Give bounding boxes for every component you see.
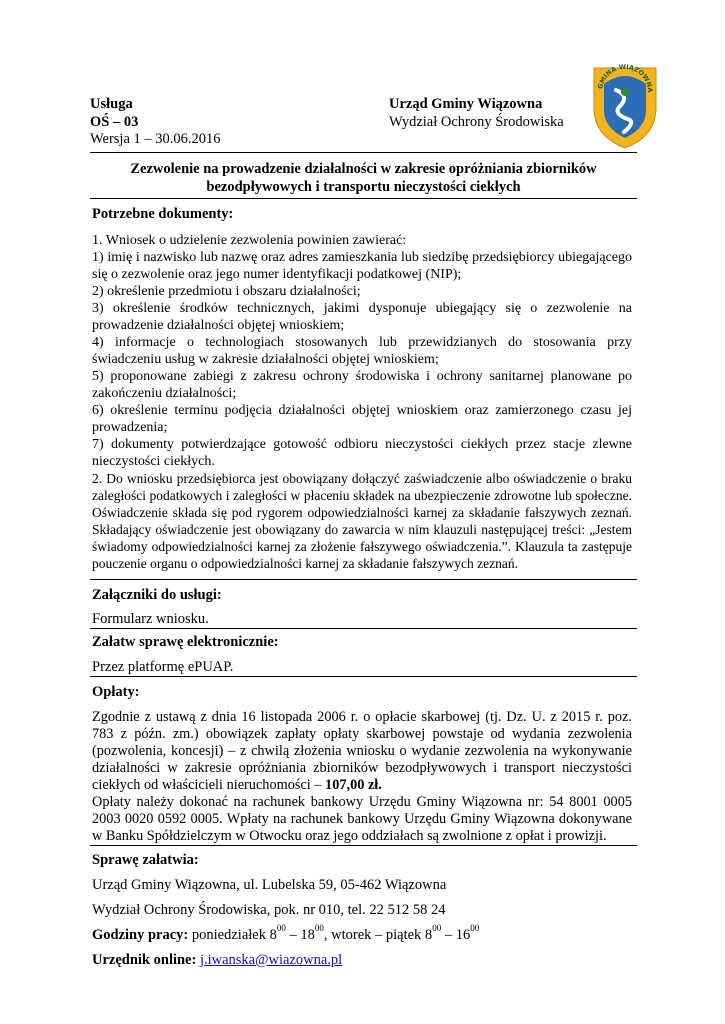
- attachments-divider: [90, 628, 637, 629]
- coat-of-arms-logo: [590, 62, 660, 150]
- version-text: Wersja 1 – 30.06.2016: [90, 131, 221, 147]
- fee-amount: 107,00 zł.: [325, 777, 382, 793]
- electronic-heading: Załatw sprawę elektronicznie:: [92, 634, 279, 650]
- fees-payment-text: Opłaty należy dokonać na rachunek bankowy Urzędu Gminy Wiązowna nr: 54 8001 0005 2003 0020 0592 0005. Wpłaty na rachunek bankowy Urzędu Gminy Wiązowna dokonywane w Banku Spółdzielczym w Otwocku oraz jego oddziałach są zwolnione z opłat i prowizji.: [92, 794, 632, 844]
- docs-item-7: 7) dokumenty potwierdzające gotowość odbioru nieczystości ciekłych przez stacje zlewne nieczystości ciekłych.: [92, 437, 632, 469]
- attachments-text: Formularz wniosku.: [92, 611, 209, 627]
- electronic-text: Przez platformę ePUAP.: [92, 659, 234, 675]
- online-label: Urzędnik online:: [92, 952, 197, 968]
- docs-intro: 1. Wniosek o udzielenie zezwolenia powinien zawierać:: [92, 233, 407, 248]
- fees-text: [92, 709, 632, 845]
- handler-room: Wydział Ochrony Środowiska, pok. nr 010, tel. 22 512 58 24: [92, 902, 446, 918]
- title-divider: [90, 198, 637, 199]
- docs-item-5: 5) proponowane zabiegi z zakresu ochrony środowiska i ochrony sanitarnej planowane po zakończeniu działalności;: [92, 369, 632, 401]
- online-contact: [92, 952, 342, 969]
- docs-item-4: 4) informacje o technologiach stosowanych lub przewidzianych do stosowania przy świadczeniu usług w zakresie działalności objętej wnioskiem;: [92, 335, 632, 367]
- docs-divider: [90, 579, 637, 580]
- docs-item-2: 2) określenie przedmiotu i obszaru działalności;: [92, 284, 361, 299]
- header-divider: [90, 152, 637, 153]
- electronic-divider: [90, 676, 637, 677]
- office-name: Urząd Gminy Wiązowna: [389, 96, 543, 112]
- fees-divider: [90, 845, 637, 846]
- service-label: Usługa: [90, 96, 133, 112]
- docs-point-2: 2. Do wniosku przedsiębiorca jest obowiązany dołączyć zaświadczenie albo oświadczenie o braku zaległości podatkowych i zaległości w płaceniu składek na ubezpieczenie zdrowotne lub społeczne. Oświadczenie składa się pod rygorem odpowiedzialności karnej za składanie fałszywych zeznań. Składający oświadczenie jest obowiązany do zawarcia w nim klauzuli następującej treści: „Jestem świadomy odpowiedzialności karnej za złożenie fałszywego oświadczenia.”. Klauzula ta zastępuje pouczenie organu o odpowiedzialności karnej za składanie fałszywych zeznań.: [92, 471, 632, 571]
- department-name: Wydział Ochrony Środowiska: [389, 114, 564, 130]
- service-code: OŚ – 03: [90, 114, 139, 130]
- required-docs-list: [92, 232, 632, 572]
- hours-label: Godziny pracy:: [92, 927, 189, 943]
- handler-address: Urząd Gminy Wiązowna, ul. Lubelska 59, 05-462 Wiązowna: [92, 877, 447, 893]
- handler-heading: Sprawę załatwia:: [92, 852, 199, 868]
- email-link[interactable]: j.iwanska@wiazowna.pl: [199, 952, 343, 968]
- docs-item-6: 6) określenie terminu podjęcia działalności objętej wnioskiem oraz zamierzonego czasu jej prowadzenia;: [92, 403, 632, 435]
- office-hours: Godziny pracy: poniedziałek $8^{00} - 18^{00}$, wtorek – piątek $8^{00} - 16^{00}$: [92, 923, 480, 943]
- fees-heading: Opłaty:: [92, 684, 140, 700]
- page-title: Zezwolenie na prowadzenie działalności w zakresie opróżniania zbiorników bezodpływowych i transportu nieczystości ciekłych: [130, 161, 597, 195]
- required-docs-heading: Potrzebne dokumenty:: [92, 206, 234, 222]
- fees-legal-text: Zgodnie z ustawą z dnia 16 listopada 2006 r. o opłacie skarbowej (tj. Dz. U. z 2015 r. poz. 783 z późn. zm.) obowiązek zapłaty opłaty skarbowej powstaje od wydania zezwolenia (pozwolenia, koncesji) – z chwilą złożenia wniosku o wydanie zezwolenia na wykonywanie działalności w zakresie opróżniania zbiorników bezodpływowych i transport nieczystości ciekłych od właścicieli nieruchomości –: [92, 709, 632, 793]
- attachments-heading: Załączniki do usługi:: [92, 587, 222, 603]
- docs-item-3: 3) określenie środków technicznych, jakimi dysponuje ubiegający się o zezwolenie na prowadzenie działalności objętej wnioskiem;: [92, 301, 632, 333]
- docs-item-1: 1) imię i nazwisko lub nazwę oraz adres zamieszkania lub siedzibę przedsiębiorcy ubiegającego się o zezwolenie oraz jego numer identyfikacji podatkowej (NIP);: [92, 250, 632, 282]
- svg-text:GMINA WIĄZOWNA: GMINA WIĄZOWNA: [596, 62, 655, 93]
